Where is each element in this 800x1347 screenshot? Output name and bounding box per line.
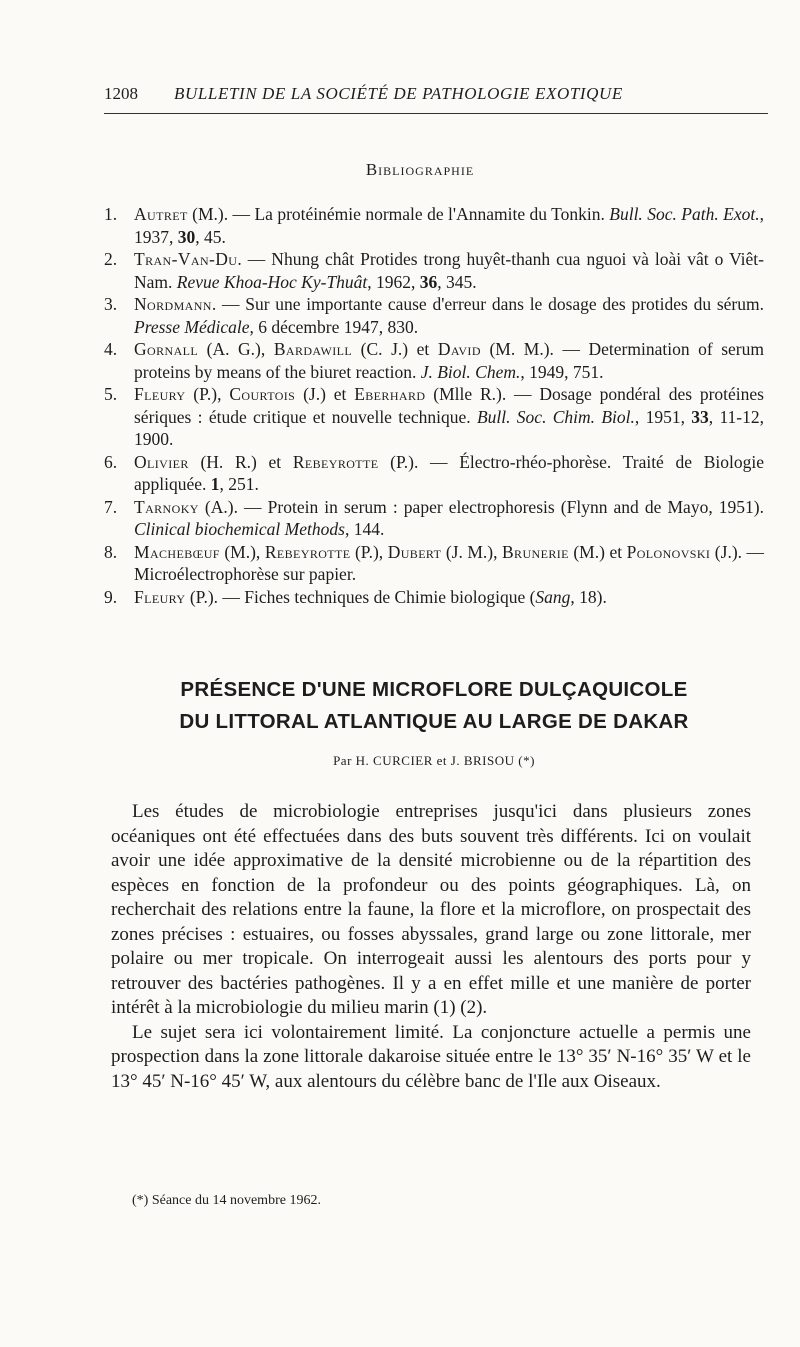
bibliography-heading: Bibliographie — [365, 160, 475, 179]
reference-item: 8. Machebœuf (M.), Rebeyrotte (P.), Dubert (J. M.), Brunerie (M.) et Polonovski (J.). — Microélectrophorèse sur papier. — [104, 541, 765, 584]
article-authors: Par H. CURCIER et J. BRISOU (*) — [333, 753, 535, 768]
article-title-line-2: DU LITTORAL ATLANTIQUE AU LARGE DE DAKAR — [179, 710, 689, 733]
article-title-line-1: PRÉSENCE D'UNE MICROFLORE DULÇAQUICOLE — [180, 678, 688, 701]
article-body — [111, 800, 751, 1094]
reference-item: 9. Fleury (P.). — Fiches techniques de Chimie biologique (Sang, 18). — [104, 586, 607, 607]
body-paragraph-1: Les études de microbiologie entreprises jusqu'ici dans plusieurs zones océaniques ont été effectuées dans des buts souvent très différents. Ici on voulait avoir une idée approximative de la densité microbienne ou de la répartition des espèces en fonction de la profondeur ou des points géographiques. Là, on recherchait des relations entre la faune, la flore et la microflore, on prospectait des zones précises : estuaires, ou fosses abyssales, grand large ou zone littorale, mer polaire ou mer tropicale. On interrogeait aussi les alentours des ports pour y retrouver des bactéries pathogènes. Il y a en effet mille et une manière de porter intérêt à la microbiologie du milieu marin (1) (2). — [111, 801, 751, 1018]
reference-item: 3. Nordmann. — Sur une importante cause d'erreur dans le dosage des protides du sérum. Presse Médicale, 6 décembre 1947, 830. — [104, 294, 764, 337]
body-paragraph-2: Le sujet sera ici volontairement limité. La conjoncture actuelle a permis une prospection dans la zone littorale dakaroise située entre le 13° 35′ N-16° 35′ W et le 13° 45′ N-16° 45′ W, aux alentours du célèbre banc de l'Ile aux Oiseaux. — [111, 1021, 751, 1092]
article-title — [104, 674, 764, 738]
footnote: (*) Séance du 14 novembre 1962. — [132, 1193, 321, 1208]
running-header — [104, 84, 768, 108]
reference-item: 4. Gornall (A. G.), Bardawill (C. J.) et David (M. M.). — Determination of serum proteins by means of the biuret reaction. J. Biol. Chem., 1949, 751. — [104, 339, 764, 382]
journal-title: BULLETIN DE LA SOCIÉTÉ DE PATHOLOGIE EXOTIQUE — [174, 84, 623, 103]
reference-item: 1. Autret (M.). — La protéinémie normale de l'Annamite du Tonkin. Bull. Soc. Path. Exot., 1937, 30, 45. — [104, 204, 764, 247]
reference-item: 6. Olivier (H. R.) et Rebeyrotte (P.). — Électro-rhéo-phorèse. Traité de Biologie appliquée. 1, 251. — [104, 451, 764, 494]
page-number: 1208 — [104, 84, 138, 103]
bibliography-list — [104, 203, 764, 608]
reference-item: 5. Fleury (P.), Courtois (J.) et Eberhard (Mlle R.). — Dosage pondéral des protéines sériques : étude critique et nouvelle technique. Bull. Soc. Chim. Biol., 1951, 33, 11-12, 1900. — [104, 384, 764, 449]
reference-item: 7. Tarnoky (A.). — Protein in serum : paper electrophoresis (Flynn and de Mayo, 1951). Clinical biochemical Methods, 144. — [104, 496, 764, 539]
reference-item: 2. Tran-Van-Du. — Nhung chât Protides trong huyêt-thanh cua nguoi và loài vât o Viêt-Nam. Revue Khoa-Hoc Ky-Thuât, 1962, 36, 345. — [104, 249, 764, 292]
header-rule — [104, 113, 768, 114]
